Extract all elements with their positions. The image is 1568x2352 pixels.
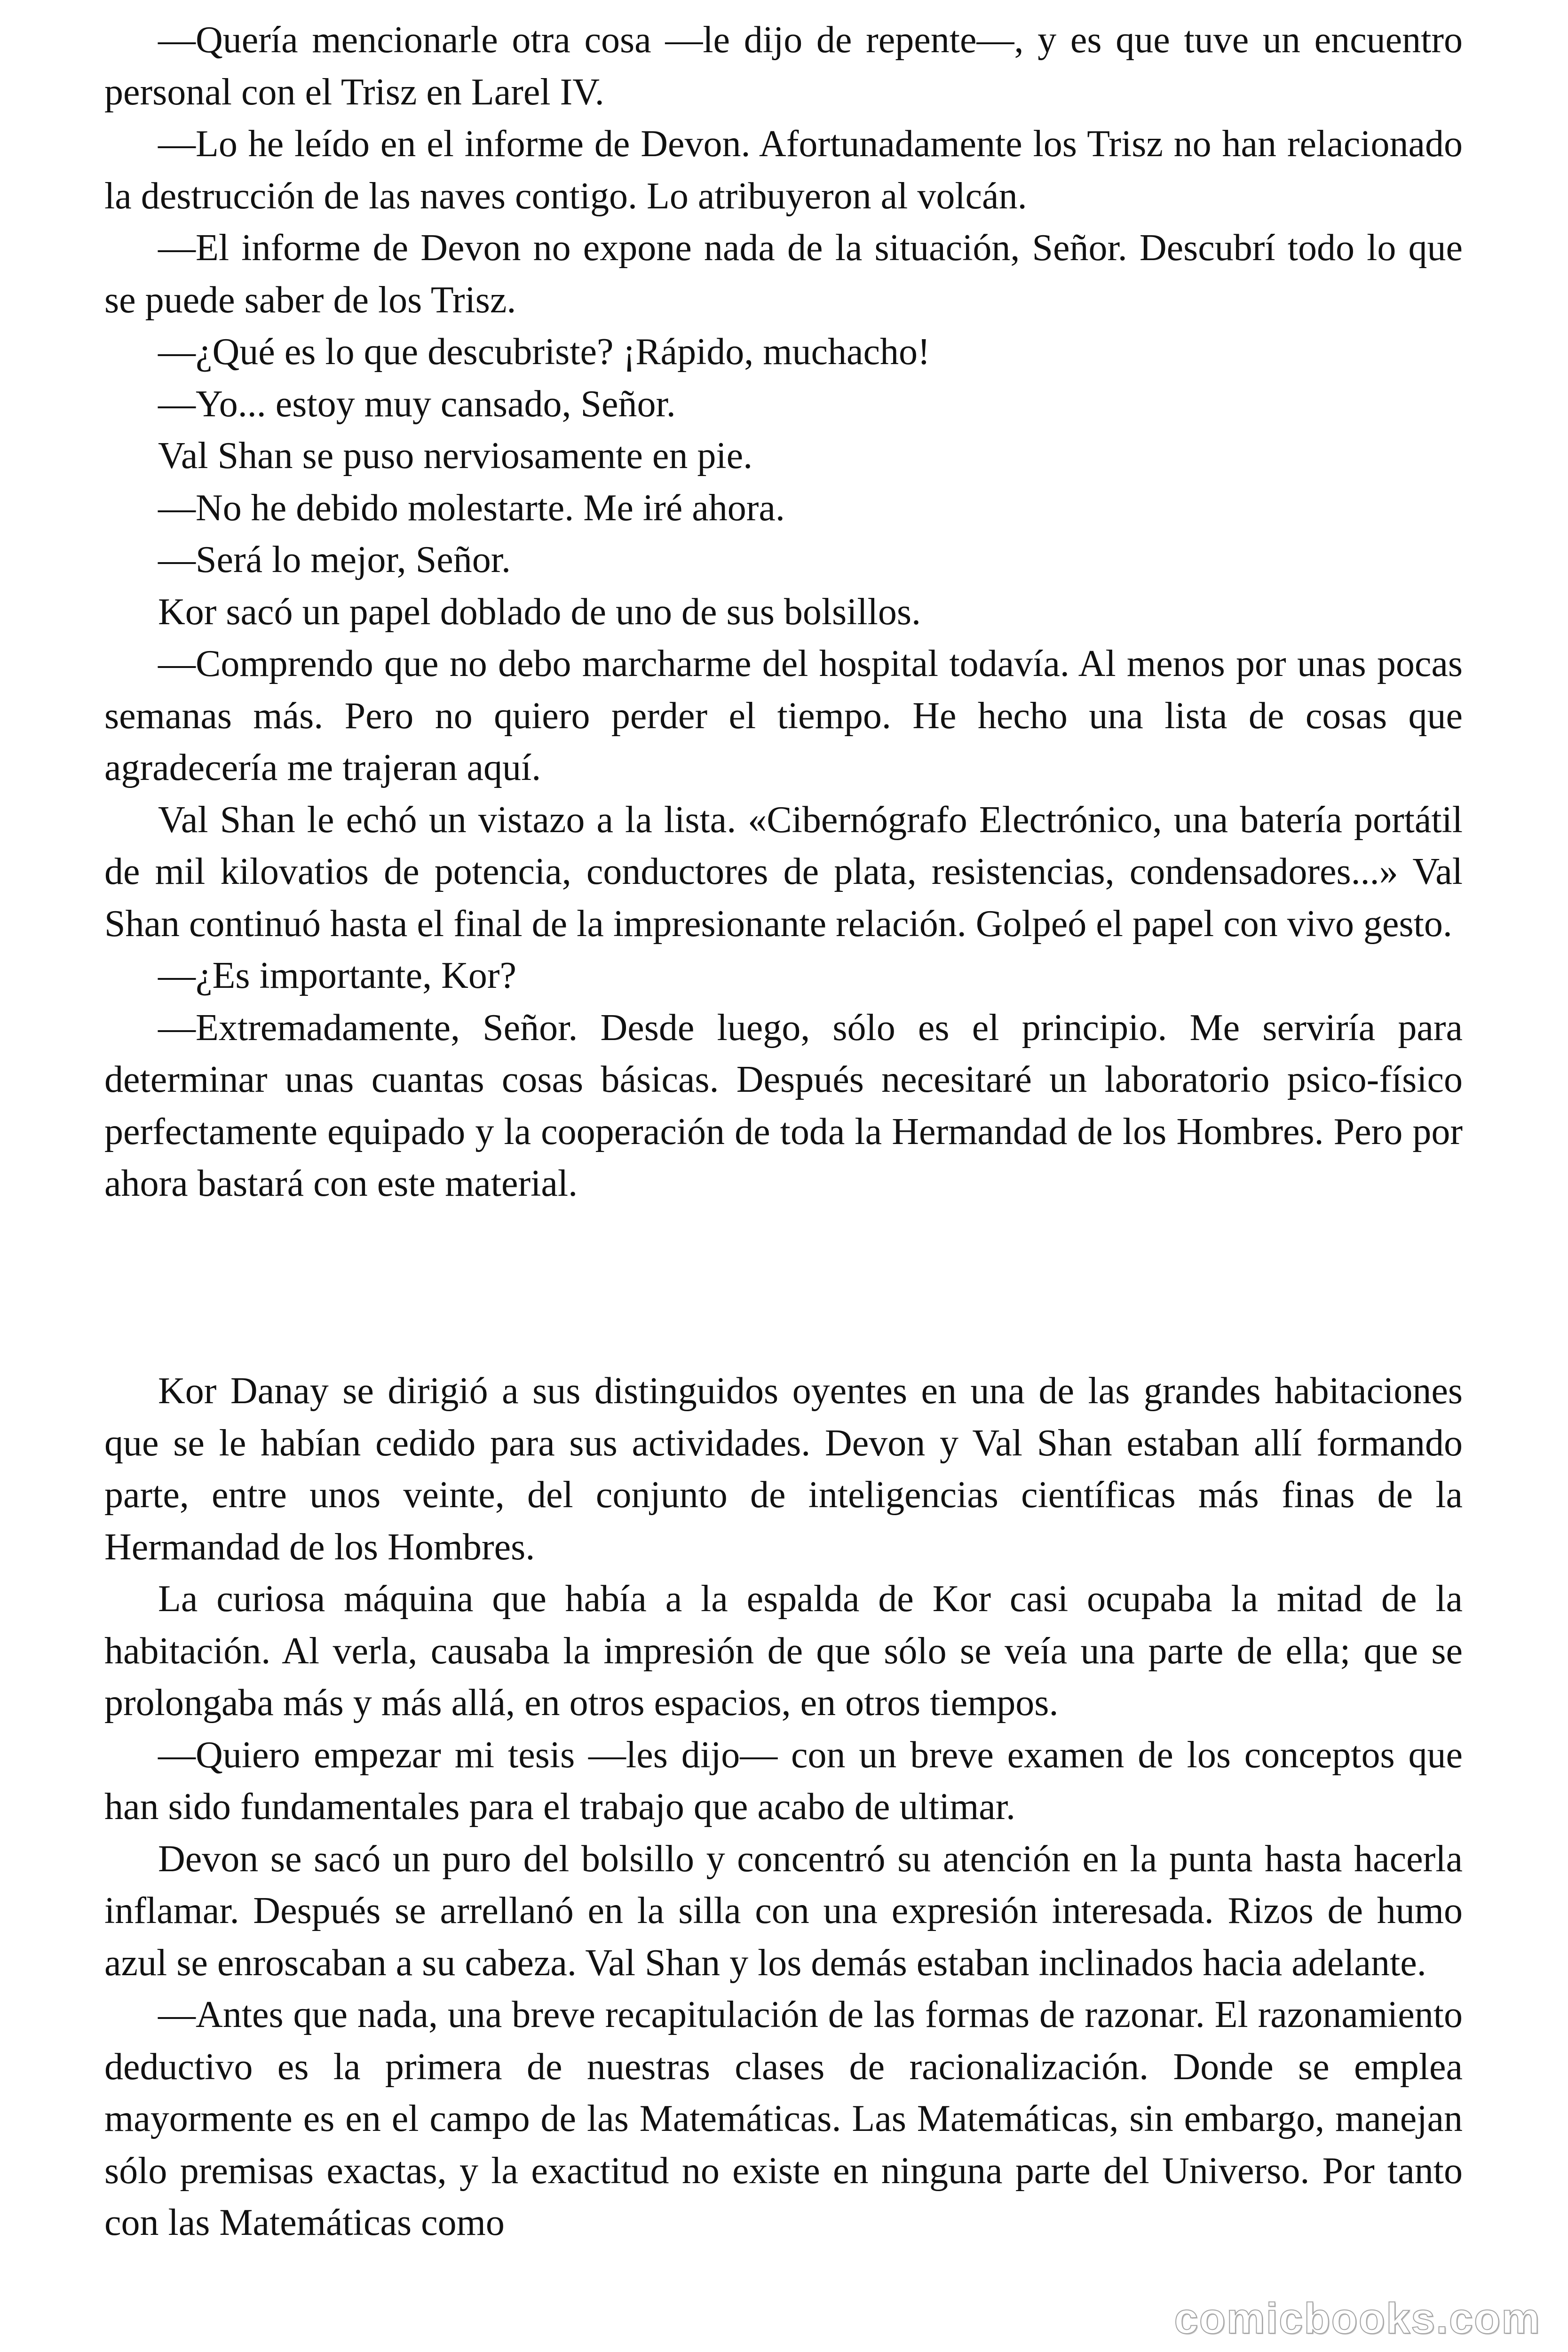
watermark: comicbooks.com [1174,2295,1541,2343]
paragraph: Kor Danay se dirigió a sus distinguidos oyentes en una de las grandes habitaciones que se le habían cedido para sus actividades. Devon y Val Shan estaban allí formando parte, entre unos veinte, del conjunto de inteligencias científicas más finas de la Hermandad de los Hombres. [104,1370,1463,1568]
paragraph: Devon se sacó un puro del bolsillo y concentró su atención en la punta hasta hacerla inflamar. Después se arrellanó en la silla con una expresión interesada. Rizos de humo azul se enroscaban a su cabeza. Val Shan y los demás estaban inclinados hacia adelante. [104,1838,1463,1984]
paragraph: —Antes que nada, una breve recapitulación de las formas de razonar. El razonamiento deductivo es la primera de nuestras clases de racionalización. Donde se emplea mayormente es en el campo de las Matemáticas. Las Matemáticas, sin embargo, manejan sólo premisas exactas, y la exactitud no existe en ninguna parte del Universo. Por tanto con las Matemáticas como [104,1994,1463,2243]
paragraph: —Será lo mejor, Señor. [158,539,511,580]
paragraph: Kor sacó un papel doblado de uno de sus bolsillos. [158,591,921,633]
paragraph: —El informe de Devon no expone nada de la situación, Señor. Descubrí todo lo que se puede saber de los Trisz. [104,227,1463,321]
paragraph: Val Shan se puso nerviosamente en pie. [158,435,753,477]
paragraph: —Lo he leído en el informe de Devon. Afortunadamente los Trisz no han relacionado la destrucción de las naves contigo. Lo atribuyeron al volcán. [104,123,1463,217]
paragraph: Val Shan le echó un vistazo a la lista. «Cibernógrafo Electrónico, una batería portátil de mil kilovatios de potencia, conductores de plata, resistencias, condensadores...» Val Shan continuó hasta el final de la impresionante relación. Golpeó el papel con vivo gesto. [104,799,1463,945]
text-section-1 [104,14,1463,1210]
paragraph: —Yo... estoy muy cansado, Señor. [158,383,676,425]
paragraph: —Comprendo que no debo marcharme del hospital todavía. Al menos por unas pocas semanas más. Pero no quiero perder el tiempo. He hecho una lista de cosas que agradecería me trajeran aquí. [104,643,1463,788]
paragraph: —No he debido molestarte. Me iré ahora. [158,487,785,529]
text-section-2 [104,1365,1463,2249]
paragraph: —Extremadamente, Señor. Desde luego, sólo es el principio. Me serviría para determinar unas cuantas cosas básicas. Después necesitaré un laboratorio psico-físico perfectamente equipado y la cooperación de toda la Hermandad de los Hombres. Pero por ahora bastará con este material. [104,1007,1463,1204]
paragraph: —Quiero empezar mi tesis —les dijo— con un breve examen de los conceptos que han sido fundamentales para el trabajo que acabo de ultimar. [104,1734,1463,1828]
paragraph: —Quería mencionarle otra cosa —le dijo de repente—, y es que tuve un encuentro personal con el Trisz en Larel IV. [104,19,1463,113]
paragraph: —¿Es importante, Kor? [158,955,516,996]
paragraph: —¿Qué es lo que descubriste? ¡Rápido, muchacho! [158,331,930,373]
paragraph: La curiosa máquina que había a la espalda de Kor casi ocupaba la mitad de la habitación. Al verla, causaba la impresión de que sólo se veía una parte de ella; que se prolongaba más y más allá, en otros espacios, en otros tiempos. [104,1578,1463,1724]
